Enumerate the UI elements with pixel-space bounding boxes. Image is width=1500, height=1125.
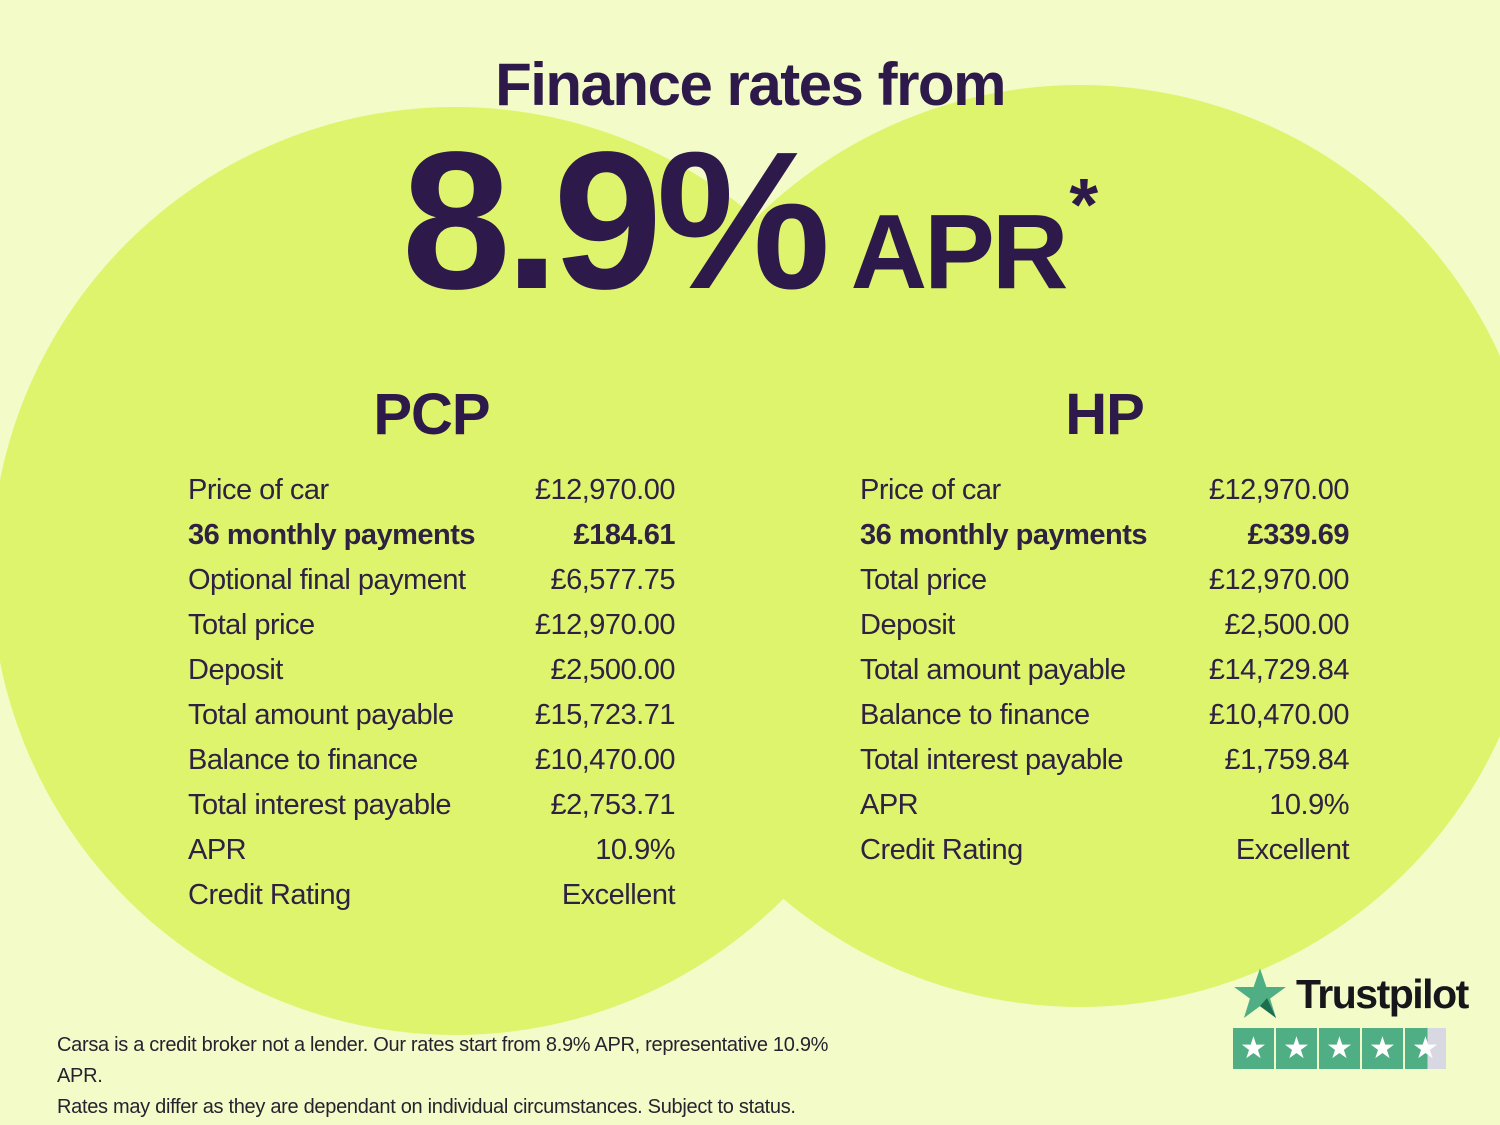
row-value: £184.61 bbox=[573, 519, 675, 551]
row-label: APR bbox=[860, 789, 919, 821]
table-row bbox=[188, 648, 675, 693]
row-value: £12,970.00 bbox=[1208, 564, 1349, 596]
row-value: 10.9% bbox=[595, 834, 675, 866]
table-row bbox=[188, 828, 675, 873]
row-label: Total amount payable bbox=[188, 699, 454, 731]
row-value: 10.9% bbox=[1269, 789, 1349, 821]
rating-star-box bbox=[1276, 1028, 1317, 1069]
row-label: Price of car bbox=[860, 474, 1001, 506]
trustpilot-logo bbox=[1233, 968, 1468, 1020]
row-value: £2,500.00 bbox=[550, 654, 675, 686]
table-row bbox=[188, 873, 675, 918]
star-icon: ★ bbox=[1412, 1030, 1439, 1066]
row-label: Deposit bbox=[860, 609, 955, 641]
row-value: £2,753.71 bbox=[550, 789, 675, 821]
row-label: Price of car bbox=[188, 474, 329, 506]
trustpilot-rating-stars bbox=[1233, 1028, 1449, 1069]
table-row bbox=[188, 603, 675, 648]
disclaimer-line-2: Rates may differ as they are dependant on individual circumstances. Subject to status. bbox=[57, 1096, 796, 1118]
table-row bbox=[860, 648, 1349, 693]
trustpilot-brand-text: Trustpilot bbox=[1296, 970, 1468, 1017]
row-value: £10,470.00 bbox=[534, 744, 675, 776]
table-row bbox=[188, 468, 675, 513]
table-row bbox=[860, 468, 1349, 513]
table-row bbox=[860, 693, 1349, 738]
row-label: Total price bbox=[188, 609, 315, 641]
row-label: Optional final payment bbox=[188, 564, 466, 596]
disclaimer-line-1: Carsa is a credit broker not a lender. Our rates start from 8.9% APR, representative 10.9% APR. bbox=[57, 1034, 829, 1087]
row-label: 36 monthly payments bbox=[860, 519, 1148, 551]
row-value: £2,500.00 bbox=[1224, 609, 1349, 641]
star-icon: ★ bbox=[1283, 1030, 1310, 1066]
table-row bbox=[860, 603, 1349, 648]
row-value: £15,723.71 bbox=[534, 699, 675, 731]
row-value: £1,759.84 bbox=[1224, 744, 1349, 776]
hp-finance-table bbox=[860, 382, 1349, 873]
trustpilot-star-icon bbox=[1233, 968, 1287, 1020]
row-value: £14,729.84 bbox=[1208, 654, 1349, 686]
pcp-finance-table bbox=[188, 382, 675, 918]
row-label: 36 monthly payments bbox=[188, 519, 476, 551]
row-label: APR bbox=[188, 834, 247, 866]
star-icon: ★ bbox=[1369, 1030, 1396, 1066]
row-value: Excellent bbox=[561, 879, 675, 911]
table-row bbox=[188, 513, 675, 558]
row-value: £12,970.00 bbox=[534, 609, 675, 641]
row-value: £339.69 bbox=[1247, 519, 1349, 551]
star-icon: ★ bbox=[1326, 1030, 1353, 1066]
table-row bbox=[188, 783, 675, 828]
apr-label: APR bbox=[850, 193, 1066, 311]
table-row bbox=[188, 558, 675, 603]
disclaimer-text bbox=[57, 1030, 857, 1123]
row-label: Credit Rating bbox=[188, 879, 351, 911]
row-label: Credit Rating bbox=[860, 834, 1023, 866]
table-row bbox=[860, 513, 1349, 558]
table-row bbox=[188, 693, 675, 738]
rate-value: 8.9% bbox=[401, 111, 825, 330]
table-row bbox=[860, 738, 1349, 783]
footnote-asterisk: * bbox=[1069, 163, 1099, 246]
row-value: £12,970.00 bbox=[1208, 474, 1349, 506]
banner-heading: Finance rates from bbox=[495, 51, 1005, 118]
star-icon: ★ bbox=[1240, 1030, 1267, 1066]
table-row bbox=[188, 738, 675, 783]
row-label: Total amount payable bbox=[860, 654, 1126, 686]
row-label: Total interest payable bbox=[188, 789, 452, 821]
row-label: Balance to finance bbox=[860, 699, 1090, 731]
row-label: Deposit bbox=[188, 654, 283, 686]
row-label: Total price bbox=[860, 564, 987, 596]
headline-rate bbox=[0, 111, 1500, 330]
row-label: Total interest payable bbox=[860, 744, 1124, 776]
rating-star-box bbox=[1233, 1028, 1274, 1069]
row-value: £10,470.00 bbox=[1208, 699, 1349, 731]
pcp-table-rows bbox=[188, 468, 675, 918]
row-value: Excellent bbox=[1235, 834, 1349, 866]
rating-star-box bbox=[1319, 1028, 1360, 1069]
table-row bbox=[860, 828, 1349, 873]
row-label: Balance to finance bbox=[188, 744, 418, 776]
hp-table-title: HP bbox=[1065, 382, 1144, 447]
hp-table-rows bbox=[860, 468, 1349, 873]
row-value: £6,577.75 bbox=[550, 564, 675, 596]
pcp-table-title: PCP bbox=[373, 382, 490, 447]
row-value: £12,970.00 bbox=[534, 474, 675, 506]
table-row bbox=[860, 558, 1349, 603]
rating-star-box bbox=[1362, 1028, 1403, 1069]
rating-star-box bbox=[1405, 1028, 1446, 1069]
trustpilot-widget bbox=[1233, 968, 1468, 1069]
table-row bbox=[860, 783, 1349, 828]
